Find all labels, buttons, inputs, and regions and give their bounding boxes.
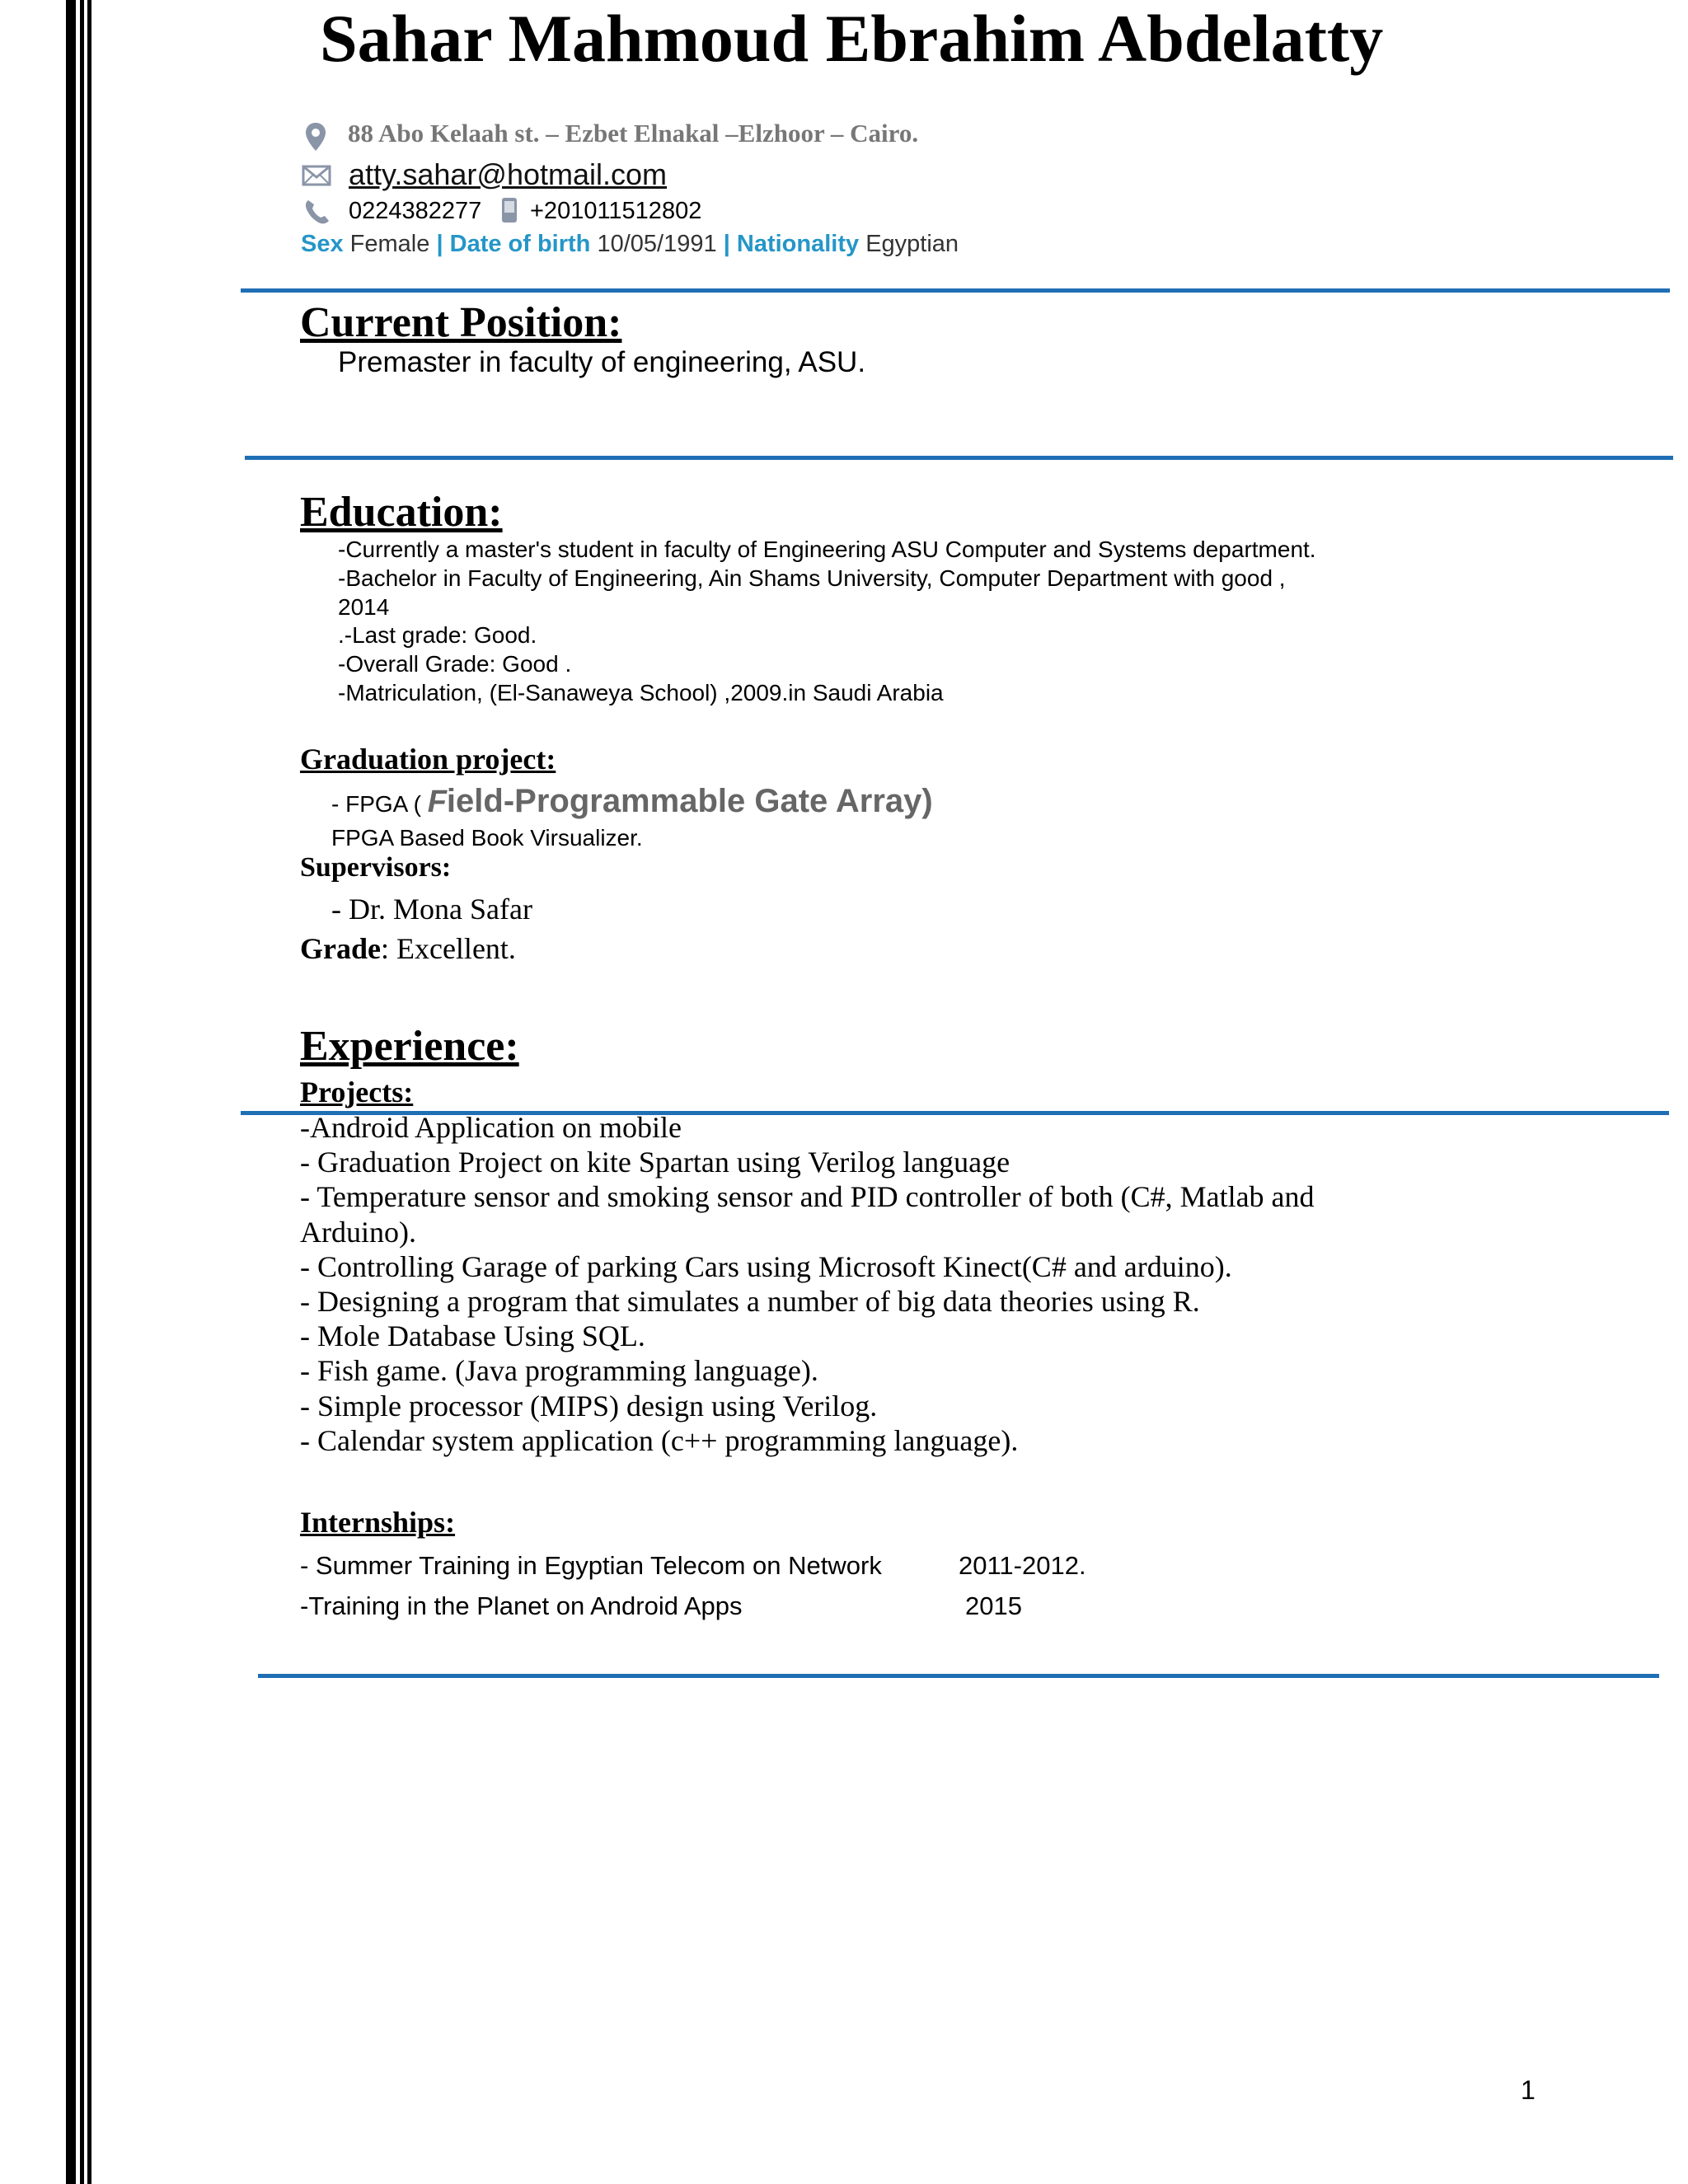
phone-number: 0224382277 <box>349 198 482 224</box>
supervisors-label: Supervisors: <box>300 852 452 883</box>
education-heading: Education: <box>300 489 503 536</box>
page-title: Sahar Mahmoud Ebrahim Abdelatty <box>320 1 1384 76</box>
dob-value: 10/05/1991 <box>597 231 717 257</box>
address: 88 Abo Kelaah st. – Ezbet Elnakal –Elzhoor – Cairo. <box>348 119 919 148</box>
section-divider <box>245 456 1673 460</box>
fpga-full-name: ield-Programmable Gate Array) <box>446 783 933 819</box>
graduation-heading: Graduation project: <box>300 743 556 776</box>
experience-heading: Experience: <box>300 1023 519 1070</box>
section-divider <box>241 288 1670 293</box>
phone-icon <box>303 199 331 225</box>
grade-line <box>300 931 516 966</box>
mobile-number: +201011512802 <box>530 198 702 224</box>
sex-value: Female <box>349 231 430 257</box>
internship-text: -Training in the Planet on Android Apps <box>300 1591 743 1620</box>
fpga-initial: F <box>427 785 447 819</box>
nationality-value: Egyptian <box>865 231 959 257</box>
sex-label: Sex <box>301 231 344 257</box>
project-item: -Android Application on mobile <box>300 1111 682 1144</box>
projects-subheading: Projects: <box>300 1076 414 1108</box>
graduation-project-title <box>331 783 933 820</box>
education-line: -Matriculation, (El-Sanaweya School) ,2009.in Saudi Arabia <box>338 680 944 705</box>
internship-text: - Summer Training in Egyptian Telecom on Network <box>300 1551 882 1580</box>
personal-details <box>301 231 959 258</box>
left-border-bar <box>87 0 91 2184</box>
section-divider <box>258 1674 1659 1678</box>
internship-year: 2015 <box>965 1591 1022 1620</box>
project-item: Arduino). <box>300 1216 416 1249</box>
grade-label: Grade <box>300 932 381 965</box>
education-line: -Currently a master's student in faculty of Engineering ASU Computer and Systems department. <box>338 537 1316 562</box>
envelope-icon <box>302 165 331 186</box>
mobile-phone-icon <box>500 196 518 224</box>
dob-label: Date of birth <box>449 231 591 257</box>
fpga-prefix: - FPGA ( <box>331 791 428 817</box>
internship-year: 2011-2012. <box>959 1551 1086 1580</box>
nationality-label: Nationality <box>736 231 860 257</box>
location-pin-icon <box>305 122 326 152</box>
separator: | <box>436 231 443 257</box>
project-item: - Simple processor (MIPS) design using Verilog. <box>300 1390 878 1422</box>
separator: | <box>723 231 730 257</box>
education-line: -Overall Grade: Good . <box>338 651 572 677</box>
education-line: .-Last grade: Good. <box>338 622 537 648</box>
project-item: - Temperature sensor and smoking sensor and PID controller of both (C#, Matlab and <box>300 1180 1315 1213</box>
project-item: - Mole Database Using SQL. <box>300 1319 645 1352</box>
education-line: -Bachelor in Faculty of Engineering, Ain Shams University, Computer Department with good , <box>338 565 1286 591</box>
email-link[interactable]: atty.sahar@hotmail.com <box>349 157 668 191</box>
internships-heading: Internships: <box>300 1506 456 1539</box>
education-line: 2014 <box>338 594 390 620</box>
current-position-text: Premaster in faculty of engineering, ASU. <box>338 346 866 378</box>
current-position-heading: Current Position: <box>300 299 622 346</box>
supervisor-name: - Dr. Mona Safar <box>331 893 532 926</box>
project-item: - Graduation Project on kite Spartan using Verilog language <box>300 1146 1010 1179</box>
project-item: - Fish game. (Java programming language). <box>300 1354 818 1387</box>
graduation-project-subtitle: FPGA Based Book Virsualizer. <box>331 825 643 851</box>
project-item: - Designing a program that simulates a number of big data theories using R. <box>300 1285 1200 1318</box>
grade-value: : Excellent. <box>380 932 516 965</box>
left-border-bar <box>66 0 76 2184</box>
project-item: - Calendar system application (c++ programming language). <box>300 1424 1019 1457</box>
page-number: 1 <box>1521 2075 1536 2105</box>
project-item: - Controlling Garage of parking Cars using Microsoft Kinect(C# and arduino). <box>300 1250 1232 1283</box>
left-border-bar <box>80 0 84 2184</box>
